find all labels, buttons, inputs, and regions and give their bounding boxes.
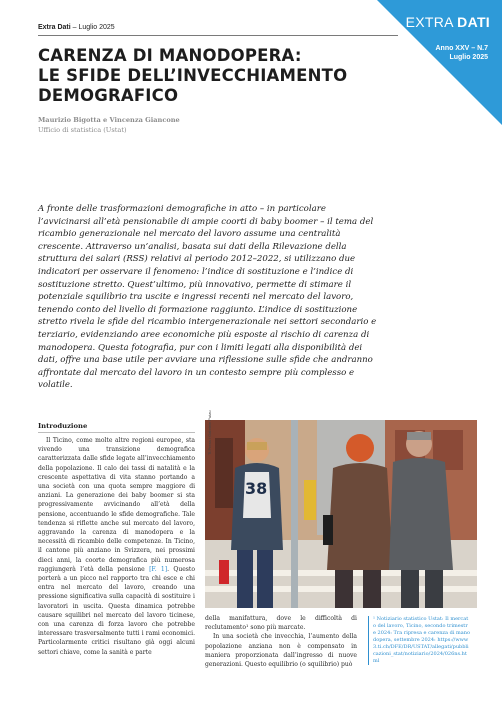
issue-info bbox=[435, 44, 488, 62]
author-office: Ufficio di statistica (Ustat) bbox=[38, 126, 127, 134]
brand-word-extra: EXTRA bbox=[405, 14, 453, 30]
title-line-1: CARENZA DI MANODOPERA: bbox=[38, 46, 302, 65]
article-photo bbox=[205, 420, 477, 608]
running-header bbox=[38, 24, 115, 31]
section-heading: Introduzione bbox=[38, 422, 195, 433]
issue-date: – Luglio 2025 bbox=[72, 24, 115, 31]
shirt-number: 38 bbox=[245, 479, 268, 498]
footnote-link[interactable]: https://www3.ti.ch/DFE/DR/USTAT/allegati/pubblicazioni_stat/notiziario/2024/026ns.html bbox=[373, 637, 469, 664]
footnote-sidebar bbox=[368, 616, 470, 665]
issue-number: Anno XXV – N.7 bbox=[435, 45, 488, 52]
photo-street-scene bbox=[205, 420, 477, 608]
intro-paragraph-1 bbox=[38, 436, 195, 657]
title-line-2: LE SFIDE DELL’INVECCHIAMENTO bbox=[38, 66, 348, 85]
intro-paragraph-2: della manifattura, dove le difficoltà di reclutamento¹ sono più marcate. bbox=[205, 615, 357, 632]
brand-word-dati: DATI bbox=[457, 14, 490, 30]
footnote-text: ¹ Notiziario statistico Ustat: Il mercato del lavoro, Ticino, secondo trimestre 2024: Tra ripresa e carenza di manodopera, settembre 2024: bbox=[373, 616, 470, 643]
header-rule bbox=[38, 35, 398, 36]
photo-credit: Ti-Press / Gabriele Putzu bbox=[207, 410, 212, 455]
article-abstract: A fronte delle trasformazioni demografiche in atto – in particolare l’avvicinarsi all’età pensionabile di ampie coorti di baby boomer – il tema del ricambio generazionale nel mercato del lavoro assume una centralità crescente. Attraverso un’analisi, basata sui dati della Rilevazione della struttura dei salari (RSS) relativi al periodo 2012–2022, si utilizzano due indicatori per osservare il fenomeno: l’indice di sostituzione e l’indice di sostituzione stretto. Quest’ultimo, più innovativo, permette di stimare il potenziale squilibrio tra uscite e ingressi recenti nel mercato del lavoro, tenendo conto del livello di formazione raggiunto. L’indice di sostituzione stretto rivela le sfide del ricambio intergenerazionale nei settori secondario e terziario, evidenziando aree economiche più esposte al rischio di carenza di manodopera. Questa fotografia, pur con i limiti legati alla disponibilità dei dati, offre una base utile per avviare una riflessione sulle sfide che andranno affrontate dal mercato del lavoro in un contesto sempre più complesso e volatile. bbox=[38, 204, 377, 391]
article-title bbox=[38, 46, 358, 106]
intro-text-b: . Questo porterà a un picco nel rapporto tra chi esce e chi entra nel mercato del lavoro, creando una pressione significativa sulla capacità di sostituire i lavoratori in uscita. Questa dinamica potrebbe causare squilibri nel mercato del lavoro ticinese, con una carenza di forza lavoro che potrebbe interessare trasversalmente tutti i rami economici. Particolarmente critici risultano già oggi alcuni settori chiave, come la sanità e parte bbox=[38, 565, 195, 656]
figure-reference-link[interactable]: [F. 1] bbox=[149, 565, 168, 573]
intro-column-1 bbox=[38, 422, 195, 657]
issue-month: Luglio 2025 bbox=[449, 54, 488, 61]
title-line-3: DEMOGRAFICO bbox=[38, 86, 179, 105]
brand-logo bbox=[406, 14, 490, 30]
article-authors: Maurizio Bigotta e Vincenza Giancone bbox=[38, 116, 180, 124]
intro-column-2 bbox=[205, 614, 357, 669]
intro-text-a: Il Ticino, come molte altre regioni europee, sta vivendo una transizione demografica caratterizzata dalle sfide legate all’invecchiamento della popolazione. Il calo dei tassi di natalità e la crescente aspettativa di vita stanno portando a una società con una quota sempre maggiore di anziani. La generazione dei baby boomer si sta progressivamente avvicinando all’età della pensione, accentuando le sfide demografiche. Tale tendenza si riflette anche sul mercato del lavoro, aggravando la carenza di manodopera e la necessità di ricambio delle competenze. In Ticino, il cantone più anziano in Svizzera, nei prossimi dieci anni, la coorte demografica più numerosa raggiungerà l’età della pensione bbox=[38, 437, 195, 573]
series-name: Extra Dati bbox=[38, 24, 71, 31]
brand-corner bbox=[377, 0, 502, 125]
intro-paragraph-3: In una società che invecchia, l’aumento della popolazione anziana non è compensato in maniera proporzionata dall’ingresso di nuove generazioni. Questo equilibrio (o squilibrio) può bbox=[205, 633, 357, 669]
